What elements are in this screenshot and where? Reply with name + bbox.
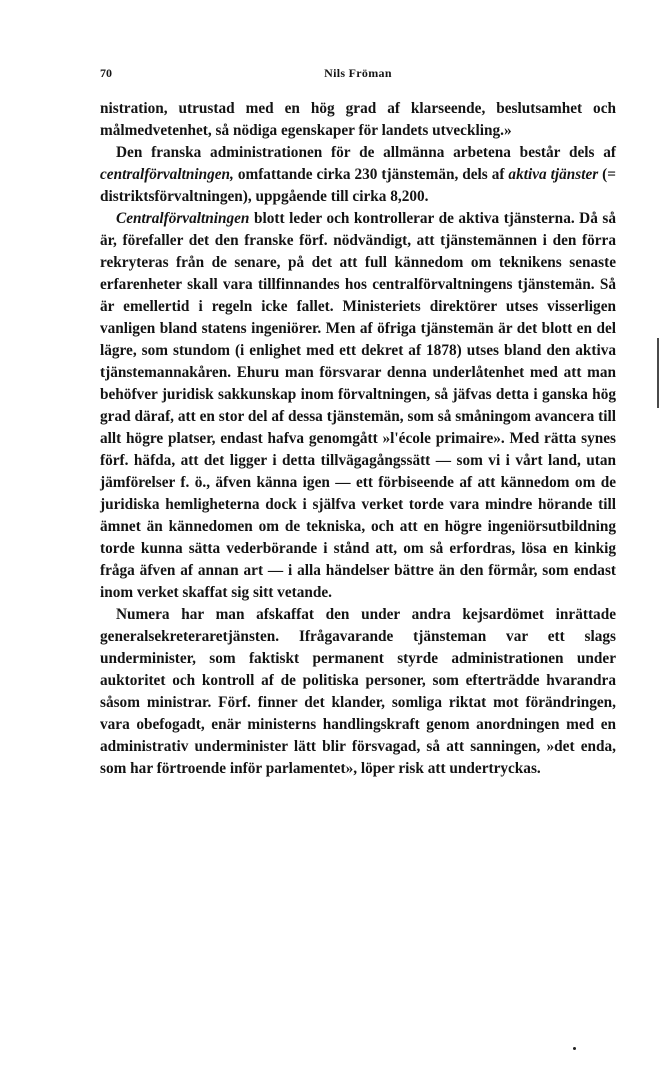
text-run: omfattande cirka 230 tjänstemän, dels af [233,166,509,183]
text-run: nistration, utrustad med en hög grad af klarseende, beslutsamhet och målmedvetenhet, så nödiga egenskaper för landets utveckling.» [100,100,616,139]
paragraph-central-administration [100,208,616,604]
text-run: (= distriktsförvaltningen), uppgående till cirka 8,200. [100,166,616,205]
page-number: 70 [100,66,112,80]
paragraph-secretary-general [100,604,616,780]
running-head-author: Nils Fröman [324,66,392,80]
paragraph-continuation [100,98,616,142]
running-head [100,66,616,86]
text-run: Den franska administrationen för de allmänna arbetena består dels af [116,144,616,161]
italic-term: Centralförvaltningen [116,210,250,227]
text-run: Numera har man afskaffat den under andra kejsardömet inrättade generalsekreteraretjänsten. Ifrågavarande tjänsteman var ett slags underminister, som faktiskt permanent styrde administrationen under auktoritet och kontroll af de politiska personer, som efterträdde hvarandra såsom ministrar. Förf. finner det klander, somliga riktat mot förändringen, vara obefogadt, enär ministerns handlingskraft genom anordningen med en administrativ underminister lätt blir försvagad, så att sanningen, »det enda, som har förtroende inför parlamentet», löper risk att undertryckas. [100,606,616,777]
body-text [100,98,616,780]
print-speck [573,1047,576,1050]
margin-mark [657,338,659,408]
text-run: blott leder och kontrollerar de aktiva tjänsterna. Då så är, förefaller det den franske förf. nödvändigt, att tjänstemännen i den förra rekryteras från de senare, på det att full kännedom om teknikens senaste erfarenheter skall vara tillfinnandes hos centralförvaltningens tjänstemän. Så är emellertid i regeln icke fallet. Ministeriets direktörer utses visserligen vanligen bland statens ingeniörer. Men af öfriga tjänstemän är det blott en del lägre, som stundom (i enlighet med ett dekret af 1878) utses bland den aktiva tjänstemannakåren. Ehuru man försvarar denna underlåtenhet med att man behöfver juridisk sakkunskap inom förvaltningen, så jäfvas detta i ganska hög grad däraf, att en stor del af dessa tjänstemän, som så småningom avancera till allt högre platser, endast hafva genomgått »l'école primaire». Med rätta synes förf. häfda, att det ligger i detta tillvägagångssätt — som vi i vårt land, utan jämförelser f. ö., äfven känna igen — ett förbiseende af att kännedom om de juridiska hemligheterna dock i själfva verket torde vara mindre hörande till ämnet än kännedomen om de tekniska, och att en högre ingeniörsutbildning torde kunna sätta vederbörande i stånd att, om så erfordras, lösa en kinkig fråga äfven af annan art — i alla händelser bättre än den förmår, som endast inom verket skaffat sig sitt vetande. [100,210,616,601]
paragraph-french-administration [100,142,616,208]
italic-term: centralförvaltningen, [100,166,234,183]
italic-term: aktiva tjänster [508,166,599,183]
